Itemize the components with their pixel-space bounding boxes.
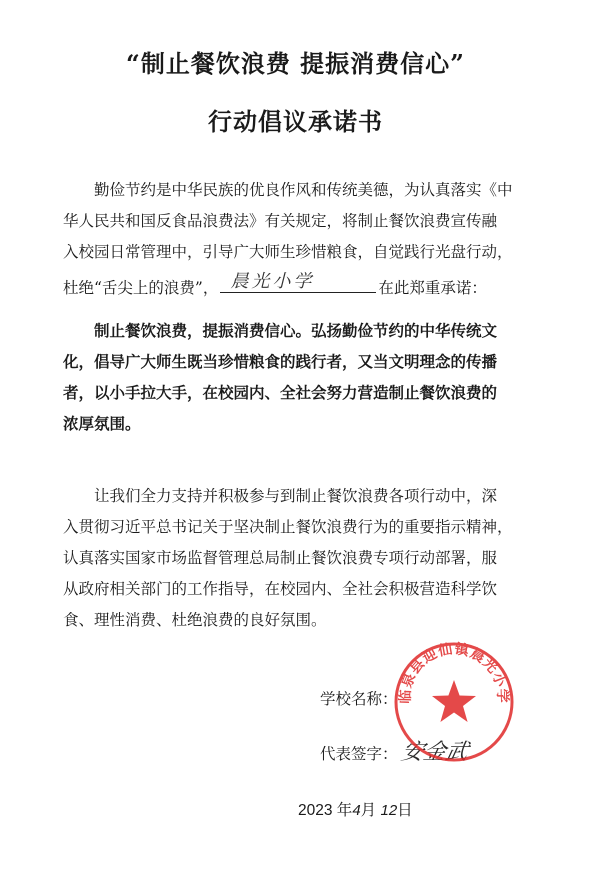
school-name-handwritten: 晨光小学 xyxy=(230,271,315,292)
pledge-line: 制止餐饮浪费，提振消费信心。弘扬勤俭节约的中华传统文 xyxy=(94,322,498,340)
date-year-unit: 年 xyxy=(336,802,353,819)
intro-line-prefix: 杜绝“舌尖上的浪费”， xyxy=(63,279,219,297)
intro-line-suffix: 在此郑重承诺： xyxy=(378,279,487,297)
commitment-line: 让我们全力支持并积极参与到制止餐饮浪费各项行动中，深 xyxy=(94,487,498,505)
date-row xyxy=(298,798,413,820)
intro-line: 勤俭节约是中华民族的优良作风和传统美德，为认真落实《中 xyxy=(94,181,513,199)
date-year: 2023 xyxy=(298,802,333,819)
commitment-line: 食、理性消费、杜绝浪费的良好氛围。 xyxy=(63,611,327,629)
date-month: 4 xyxy=(352,802,361,819)
school-name-blank xyxy=(220,268,376,293)
intro-paragraph xyxy=(63,175,531,299)
commitment-paragraph xyxy=(63,481,531,636)
intro-line: 入校园日常管理中，引导广大师生珍惜粮食，自觉践行光盘行动， xyxy=(63,243,513,261)
school-name-label: 学校名称： xyxy=(320,690,398,708)
representative-signature: 安金武 xyxy=(398,740,470,765)
school-seal-stamp xyxy=(392,640,516,764)
seal-text: 临泉县迎仙镇晨光小学 xyxy=(397,641,511,704)
date-day-unit: 日 xyxy=(397,802,413,819)
pledge-line: 化，倡导广大师生既当珍惜粮食的践行者，又当文明理念的传播 xyxy=(63,353,498,371)
commitment-line: 入贯彻习近平总书记关于坚决制止餐饮浪费行为的重要指示精神， xyxy=(63,518,513,536)
date-month-unit: 月 xyxy=(360,802,377,819)
commitment-line: 从政府相关部门的工作指导，在校园内、全社会积极营造科学饮 xyxy=(63,580,498,598)
intro-line: 华人民共和国反食品浪费法》有关规定，将制止餐饮浪费宣传融 xyxy=(63,212,498,230)
document-title-line2: 行动倡议承诺书 xyxy=(208,107,383,136)
date-day: 12 xyxy=(380,802,398,819)
pledge-line: 浓厚氛围。 xyxy=(63,415,141,433)
seal-star-icon xyxy=(432,680,476,722)
intro-line-last xyxy=(63,268,531,299)
representative-label: 代表签字： xyxy=(320,745,398,763)
school-name-row xyxy=(320,687,398,709)
document-title-line1: “制止餐饮浪费 提振消费信心” xyxy=(126,49,465,78)
commitment-line: 认真落实国家市场监督管理总局制止餐饮浪费专项行动部署，服 xyxy=(63,549,498,567)
pledge-line: 者，以小手拉大手，在校园内、全社会努力营造制止餐饮浪费的 xyxy=(63,384,498,402)
pledge-paragraph xyxy=(63,316,531,440)
